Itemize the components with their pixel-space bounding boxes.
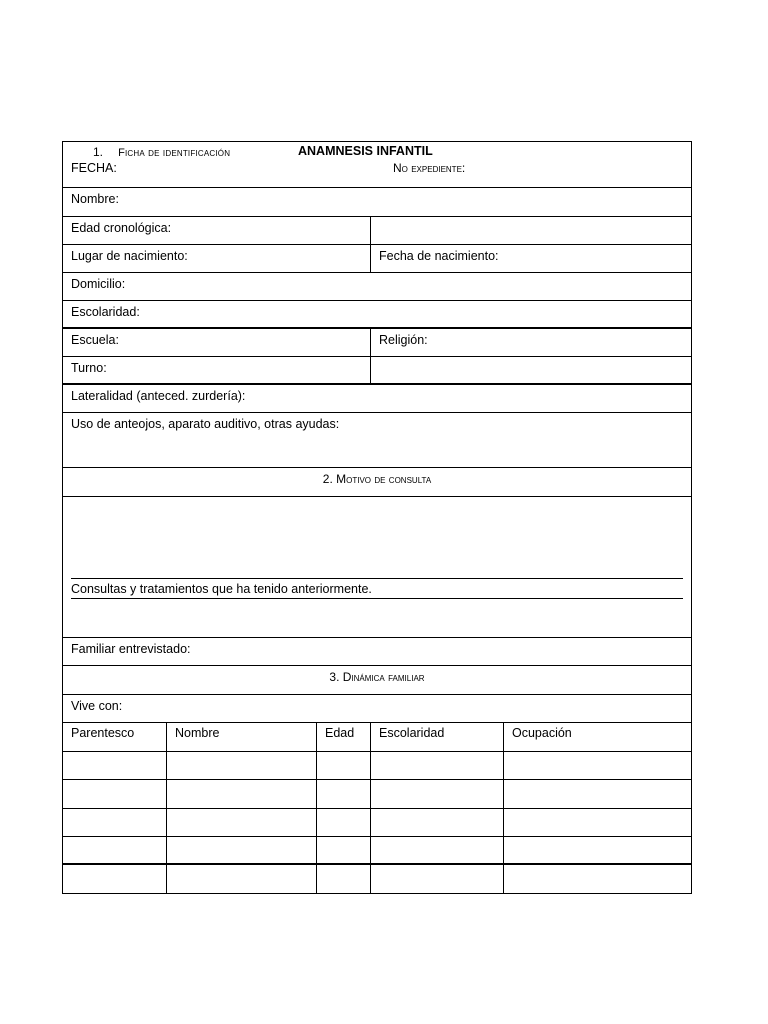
- table-cell[interactable]: [371, 780, 504, 808]
- edad-row: [63, 217, 691, 245]
- table-cell[interactable]: [63, 865, 167, 893]
- domicilio-row: [63, 273, 691, 301]
- table-cell[interactable]: [63, 837, 167, 863]
- table-cell[interactable]: [63, 752, 167, 779]
- edad-field[interactable]: Edad cronológica:: [63, 217, 371, 244]
- table-cell[interactable]: [167, 865, 317, 893]
- section1-heading: [93, 145, 230, 159]
- turno-extra-field[interactable]: [371, 357, 691, 383]
- ayudas-field[interactable]: Uso de anteojos, aparato auditivo, otras ayudas:: [71, 417, 340, 431]
- divider-line: [71, 578, 683, 579]
- table-row: [63, 837, 691, 865]
- section3-title: [63, 666, 691, 694]
- table-cell[interactable]: [317, 780, 371, 808]
- table-cell[interactable]: [371, 865, 504, 893]
- table-cell[interactable]: [371, 752, 504, 779]
- nombre-field[interactable]: Nombre:: [71, 192, 119, 206]
- escuela-field[interactable]: Escuela:: [63, 329, 371, 356]
- table-row: [63, 865, 691, 893]
- family-table-header: [63, 723, 691, 752]
- anamnesis-form: [62, 141, 692, 894]
- turno-field[interactable]: Turno:: [63, 357, 371, 383]
- section3-heading-row: [63, 666, 691, 695]
- expediente-field[interactable]: No expediente:: [393, 161, 466, 175]
- col-edad: Edad: [317, 723, 371, 751]
- fecha-nacimiento-field[interactable]: Fecha de nacimiento:: [379, 249, 499, 263]
- form-title: ANAMNESIS INFANTIL: [298, 144, 433, 158]
- lugar-nacimiento-field[interactable]: Lugar de nacimiento:: [63, 245, 371, 272]
- divider-line: [71, 598, 683, 599]
- table-cell[interactable]: [504, 865, 691, 893]
- table-cell[interactable]: [317, 752, 371, 779]
- table-cell[interactable]: [167, 780, 317, 808]
- table-cell[interactable]: [63, 809, 167, 836]
- lateralidad-row: [63, 385, 691, 413]
- section1-number: 1.: [93, 145, 104, 159]
- section2-heading-row: [63, 468, 691, 497]
- familiar-row: [63, 638, 691, 666]
- table-cell[interactable]: [504, 837, 691, 863]
- col-parentesco: Parentesco: [63, 723, 167, 751]
- turno-row: [63, 357, 691, 385]
- table-cell[interactable]: [167, 752, 317, 779]
- col-escolaridad: Escolaridad: [371, 723, 504, 751]
- edad-extra-field[interactable]: [371, 217, 691, 244]
- domicilio-field[interactable]: Domicilio:: [71, 277, 126, 291]
- form-header: [63, 142, 691, 188]
- vive-con-row: [63, 695, 691, 723]
- col-nombre: Nombre: [167, 723, 317, 751]
- table-cell[interactable]: [317, 837, 371, 863]
- section2-title: [63, 468, 691, 496]
- table-row: [63, 780, 691, 809]
- table-cell[interactable]: [504, 780, 691, 808]
- table-cell[interactable]: [317, 865, 371, 893]
- nombre-row: [63, 188, 691, 217]
- table-row: [63, 752, 691, 780]
- escuela-row: [63, 329, 691, 357]
- religion-field[interactable]: Religión:: [379, 333, 428, 347]
- vive-con-field[interactable]: Vive con:: [71, 699, 123, 713]
- table-row: [63, 809, 691, 837]
- section3-title-text: 3. Dinámica familiar: [329, 670, 425, 684]
- motivo-consulta-area[interactable]: [63, 497, 691, 638]
- familiar-field[interactable]: Familiar entrevistado:: [71, 642, 191, 656]
- consultas-label: Consultas y tratamientos que ha tenido anteriormente.: [71, 582, 372, 596]
- table-cell[interactable]: [504, 809, 691, 836]
- table-cell[interactable]: [167, 809, 317, 836]
- nacimiento-row: [63, 245, 691, 273]
- section1-title: Ficha de identificación: [118, 147, 231, 159]
- fecha-field[interactable]: FECHA:: [71, 161, 117, 175]
- escolaridad-row: [63, 301, 691, 329]
- table-cell[interactable]: [317, 809, 371, 836]
- escolaridad-field[interactable]: Escolaridad:: [71, 305, 140, 319]
- table-cell[interactable]: [504, 752, 691, 779]
- ayudas-row: [63, 413, 691, 468]
- section2-title-text: 2. Motivo de consulta: [322, 472, 432, 486]
- col-ocupacion: Ocupación: [512, 726, 572, 740]
- lateralidad-field[interactable]: Lateralidad (anteced. zurdería):: [71, 389, 246, 403]
- table-cell[interactable]: [371, 837, 504, 863]
- table-cell[interactable]: [167, 837, 317, 863]
- table-cell[interactable]: [63, 780, 167, 808]
- table-cell[interactable]: [371, 809, 504, 836]
